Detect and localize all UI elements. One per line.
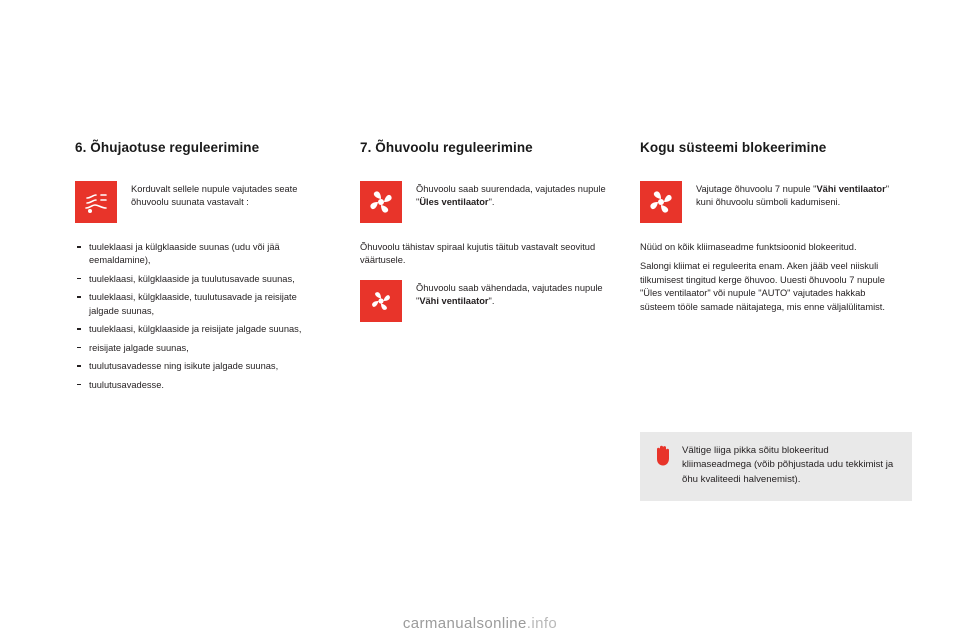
page-title-air-distribution: 6. Õhujaotuse reguleerimine bbox=[75, 140, 260, 155]
airflow-increase-button-label: Üles ventilaator bbox=[419, 197, 489, 208]
column-airflow-rate bbox=[360, 140, 610, 340]
air-distribution-intro bbox=[75, 181, 325, 227]
airflow-increase-text-post: ". bbox=[488, 197, 495, 208]
list-item: tuulutusavadesse ning isikute jalgade suunas, bbox=[75, 360, 325, 373]
list-item: tuuleklaasi ja külgklaaside suunas (udu või jää eemaldamine), bbox=[75, 241, 325, 268]
airflow-decrease-text-post: ". bbox=[488, 296, 495, 307]
warning-hand-icon bbox=[654, 444, 672, 487]
column-system-block bbox=[640, 140, 890, 326]
list-item: reisijate jalgade suunas, bbox=[75, 342, 325, 355]
airflow-decrease-block bbox=[360, 280, 610, 326]
airflow-decrease-button-label: Vähi ventilaator bbox=[419, 296, 489, 307]
airflow-increase-text bbox=[416, 181, 610, 210]
system-block-paragraph-1: Nüüd on kõik kliimaseadme funktsioonid blokeeritud. bbox=[640, 242, 857, 252]
system-block-button-label: Vähi ventilaator bbox=[816, 184, 886, 194]
air-distribution-intro-text: Korduvalt sellele nupule vajutades seate õhuvoolu suunata vastavalt : bbox=[131, 184, 298, 208]
fan-increase-icon bbox=[360, 181, 402, 223]
list-item: tuuleklaasi, külgklaaside ja tuulutusavade suunas, bbox=[75, 273, 325, 286]
list-item: tuuleklaasi, külgklaaside ja reisijate jalgade suunas, bbox=[75, 323, 325, 336]
airflow-spiral-note: Õhuvoolu tähistav spiraal kujutis täitub vastavalt seovitud väärtusele. bbox=[360, 242, 596, 266]
fan-lock-icon bbox=[640, 181, 682, 223]
system-block-lead-text bbox=[696, 181, 890, 210]
airflow-decrease-text-pre: Õhuvoolu saab vähendada, vajutades nupule " bbox=[416, 282, 603, 307]
system-block-paragraph-2: Salongi kliimat ei reguleerita enam. Aken jääb veel niiskuli tilkumisest tingitud kerge õhuvoo. Uuesti õhuvoolu 7 nupule "Üles ventilaator" või nupule "AUTO" vajutades hakkab süsteem tööle samade näitajatega, mis enne väljalülitamist. bbox=[640, 261, 885, 312]
page-title-airflow-rate: 7. Õhuvoolu reguleerimine bbox=[360, 140, 533, 155]
air-distribution-icon bbox=[75, 181, 117, 223]
system-block-lead-pre: Vajutage õhuvoolu 7 nupule " bbox=[696, 184, 817, 194]
list-item: tuuleklaasi, külgklaaside, tuulutusavade ja reisijate jalgade suunas, bbox=[75, 291, 325, 318]
footer-brand: carmanualsonline bbox=[402, 615, 527, 632]
warning-text: Vältige liiga pikka sõitu blokeeritud kliimaseadmega (võib põhjustada udu tekkimist ja õhu kvaliteedi halvenemist). bbox=[682, 445, 894, 485]
airflow-increase-block bbox=[360, 181, 610, 227]
page-title-system-block: Kogu süsteemi blokeerimine bbox=[640, 140, 827, 155]
system-block-lead-post: " kuni õhuvoolu sümboli kadumiseni. bbox=[696, 184, 890, 208]
fan-decrease-icon bbox=[360, 280, 402, 322]
footer-suffix: .info bbox=[526, 615, 558, 632]
footer-watermark bbox=[0, 615, 960, 632]
air-distribution-bullet-list bbox=[75, 241, 325, 392]
column-air-distribution bbox=[75, 140, 325, 397]
airflow-increase-text-pre: Õhuvoolu saab suurendada, vajutades nupule " bbox=[416, 184, 606, 208]
system-block-lead bbox=[640, 181, 890, 227]
airflow-decrease-text bbox=[416, 280, 610, 309]
list-item: tuulutusavadesse. bbox=[75, 379, 325, 392]
warning-box bbox=[640, 432, 912, 501]
